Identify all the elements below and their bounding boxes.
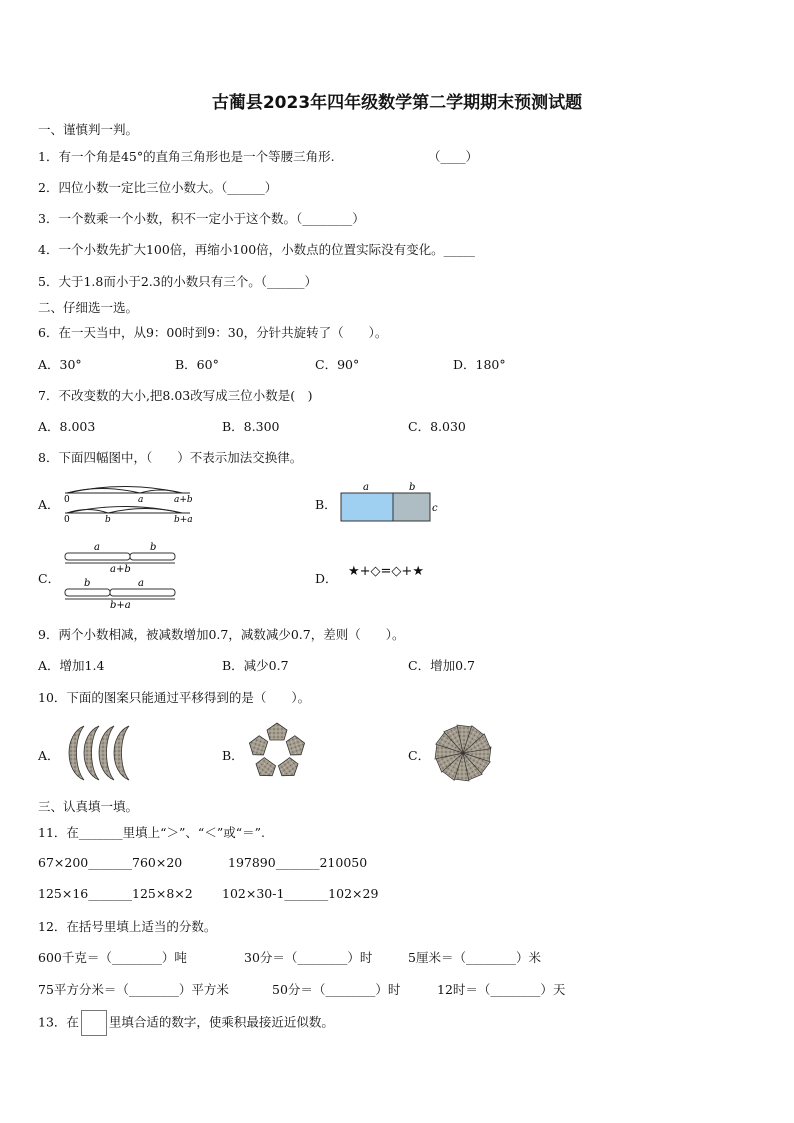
fig-a-top-sum: a+b	[174, 495, 193, 505]
question-11-item-4: 102×30-1_______102×29	[222, 886, 379, 901]
number-line-figure-a	[60, 484, 200, 526]
fig-a-bottom-b: b	[105, 515, 111, 525]
fig-c-top-b: b	[150, 542, 157, 553]
question-6: 6．在一天当中，从9：00时到9：30，分针共旋转了（ ）。	[38, 325, 388, 340]
question-9-option-b: B．减少0.7	[222, 658, 289, 673]
question-12-item-2: 30分＝（________）时	[244, 950, 373, 965]
question-9-option-c: C．增加0.7	[408, 658, 475, 673]
question-11-item-1: 67×200_______760×20	[38, 855, 183, 870]
question-9-option-a: A．增加1.4	[38, 658, 105, 673]
question-2: 2．四位小数一定比三位小数大。（______）	[38, 180, 278, 195]
fig-b-label-b: b	[409, 482, 416, 493]
pentagon-ring-image	[245, 722, 309, 782]
question-4: 4．一个小数先扩大100倍，再缩小100倍，小数点的位置实际没有变化。_____	[38, 242, 475, 257]
question-8-label-b: B．	[315, 497, 337, 512]
fig-c-bottom-b: b	[84, 578, 91, 589]
rect-part-b	[393, 493, 430, 521]
question-12-item-5: 50分＝（________）时	[272, 982, 401, 997]
bar-figure-c	[60, 540, 185, 610]
question-12-item-3: 5厘米＝（________）米	[408, 950, 541, 965]
star-diamond-equation: ★+◇=◇+★	[348, 564, 424, 579]
question-12-item-1: 600千克＝（________）吨	[38, 950, 187, 965]
rectangle-figure-b	[336, 480, 446, 526]
fig-b-label-a: a	[363, 482, 369, 493]
question-6-option-c: C．90°	[315, 357, 360, 372]
question-6-option-b: B．60°	[175, 357, 219, 372]
question-8-label-d: D．	[315, 571, 338, 586]
section-heading-2: 二、仔细选一选。	[38, 300, 139, 315]
section-heading-1: 一、谨慎判一判。	[38, 122, 139, 137]
question-8-label-c: C．	[38, 571, 61, 586]
question-7-option-a: A．8.003	[38, 419, 96, 434]
question-10-label-a: A．	[38, 748, 60, 763]
fig-a-bottom-0: 0	[64, 515, 70, 525]
question-10: 10．下面的图案只能通过平移得到的是（ ）。	[38, 690, 311, 705]
fig-c-bottom-a: a	[138, 578, 144, 589]
page-title: 古蔺县2023年四年级数学第二学期期末预测试题	[211, 93, 583, 113]
question-7-option-c: C．8.030	[408, 419, 466, 434]
question-3: 3．一个数乘一个小数，积不一定小于这个数。（________）	[38, 211, 365, 226]
question-12-item-6: 12时＝（________）天	[437, 982, 566, 997]
fig-c-bottom-sum: b+a	[110, 600, 131, 610]
fig-c-top-sum: a+b	[110, 564, 131, 575]
question-1-text: 1．有一个角是45°的直角三角形也是一个等腰三角形.	[38, 149, 335, 164]
fig-a-top-a: a	[138, 495, 144, 505]
question-13	[38, 1010, 334, 1036]
question-10-label-b: B．	[222, 748, 244, 763]
question-12-item-4: 75平方分米＝（________）平方米	[38, 982, 229, 997]
question-6-option-d: D．180°	[453, 357, 506, 372]
question-6-option-a: A．30°	[38, 357, 82, 372]
question-1-answer-blank: （____）	[428, 149, 479, 164]
pinwheel-image	[430, 720, 496, 786]
question-7-option-b: B．8.300	[222, 419, 280, 434]
question-9: 9．两个小数相减，被减数增加0.7，减数减少0.7，差则（ ）。	[38, 627, 405, 642]
question-10-label-c: C．	[408, 748, 431, 763]
question-11-item-3: 125×16_______125×8×2	[38, 886, 193, 901]
question-13-prefix: 13．在	[38, 1014, 79, 1030]
fig-b-label-c: c	[432, 503, 438, 514]
section-heading-3: 三、认真填一填。	[38, 799, 139, 814]
fig-c-top-a: a	[94, 542, 100, 553]
question-5: 5．大于1.8而小于2.3的小数只有三个。（______）	[38, 274, 317, 289]
question-8: 8．下面四幅图中，（ ）不表示加法交换律。	[38, 450, 303, 465]
question-11-item-2: 197890_______210050	[228, 855, 368, 870]
fig-a-top-0: 0	[64, 495, 70, 505]
answer-box	[81, 1010, 107, 1036]
rect-part-a	[341, 493, 393, 521]
question-8-label-a: A．	[38, 497, 60, 512]
question-11: 11．在_______里填上“＞”、“＜”或“＝”.	[38, 825, 265, 840]
fig-a-bottom-sum: b+a	[174, 515, 193, 525]
question-12: 12．在括号里填上适当的分数。	[38, 919, 217, 934]
question-13-suffix: 里填合适的数字，使乘积最接近近似数。	[108, 1014, 334, 1030]
question-1	[38, 147, 479, 165]
question-7: 7．不改变数的大小,把8.03改写成三位小数是( )	[38, 388, 313, 403]
crescent-pattern-image	[62, 722, 132, 784]
